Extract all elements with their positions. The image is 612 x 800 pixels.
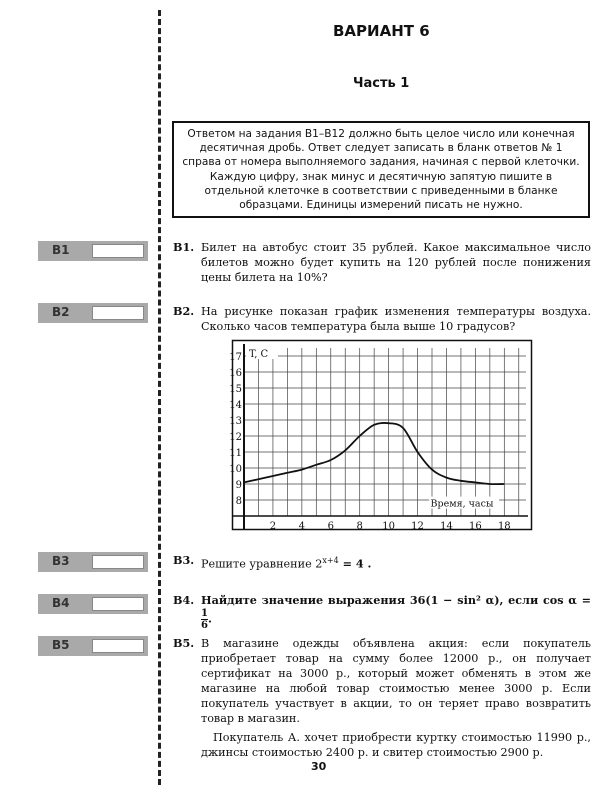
question-b3 (173, 553, 591, 572)
text-before: Найдите значение выражения (201, 593, 410, 607)
variant-title: ВАРИАНТ 6 (333, 22, 430, 40)
part-title: Часть 1 (353, 76, 410, 91)
question-b2 (173, 304, 591, 334)
fraction-numerator: 1 (201, 608, 208, 619)
y-tick-label: 15 (229, 384, 242, 395)
question-b5 (173, 636, 591, 764)
question-number: В5. (173, 636, 195, 650)
question-b1 (173, 240, 591, 285)
badge-label: В3 (52, 554, 70, 568)
cut-line (158, 10, 161, 785)
answer-box[interactable] (92, 306, 144, 320)
x-tick-label: 10 (382, 521, 395, 532)
fraction-denominator: 6 (201, 620, 208, 631)
y-tick-label: 14 (229, 400, 242, 411)
x-tick-label: 8 (356, 521, 363, 532)
badge-label: В1 (52, 243, 70, 257)
page-number: 30 (311, 760, 327, 773)
text-before: Решите уравнение (201, 557, 316, 571)
text-mid: , если cos α = (499, 593, 591, 607)
instructions-box: Ответом на задания В1–В12 должно быть целое число или конечная десятичная дробь. Ответ следует записать в бланк ответов № 1 справа от номера выполняемого задания, начиная с первой клеточки. Каждую цифру, знак минус и десятичную запятую пишите в отдельной клеточке в соответствии с приведенными в бланке образцами. Единицы измерений писать не нужно. (172, 121, 590, 218)
paragraph-1: В магазине одежды объявлена акция: если покупатель приобретает товар на сумму более 12000 р., он получает сертификат на 3000 р., который может обменять в этом же магазине на любой товар стоимостью менее 3000 р. Если покупатель участвует в акции, то он теряет право возвратить товар в магазин. (201, 637, 591, 725)
text-after: . (207, 611, 212, 626)
text-after: = 4 . (338, 556, 372, 571)
x-tick-label: 16 (469, 521, 482, 532)
answer-badge-b3 (38, 552, 148, 572)
answer-box[interactable] (92, 639, 144, 653)
x-tick-label: 4 (298, 521, 306, 532)
x-tick-label: 14 (440, 521, 453, 532)
badge-label: В5 (52, 638, 70, 652)
answer-badge-b2 (38, 303, 148, 323)
question-text (201, 553, 591, 572)
y-tick-label: 17 (229, 352, 242, 363)
question-text: Билет на автобус стоит 35 рублей. Какое максимальное число билетов можно будет купить на 120 рублей после понижения цены билета на 10%? (201, 241, 591, 284)
y-tick-label: 13 (229, 416, 242, 427)
power-base: 2 (315, 557, 323, 571)
x-tick-label: 2 (269, 521, 277, 532)
answer-box[interactable] (92, 597, 144, 611)
x-tick-label: 6 (327, 521, 334, 532)
expression: 36(1 − sin² α) (409, 593, 500, 607)
y-tick-label: 12 (229, 432, 242, 443)
answer-badge-b1 (38, 241, 148, 261)
question-number: В1. (173, 240, 195, 254)
question-number: В3. (173, 553, 195, 567)
fraction (201, 608, 208, 631)
y-tick-label: 16 (229, 368, 242, 379)
badge-label: В2 (52, 305, 70, 319)
answer-box[interactable] (92, 555, 144, 569)
paragraph-2: Покупатель А. хочет приобрести куртку стоимостью 11990 р., джинсы стоимостью 2400 р. и свитер стоимостью 2900 р. (201, 731, 591, 759)
y-axis-label: T, C (249, 349, 269, 360)
question-text: На рисунке показан график изменения температуры воздуха. Сколько часов температура была выше 10 градусов? (201, 305, 591, 333)
y-tick-label: 8 (235, 496, 242, 507)
question-number: В4. (173, 593, 195, 607)
answer-box[interactable] (92, 244, 144, 258)
x-tick-label: 18 (497, 521, 511, 532)
y-tick-label: 11 (229, 448, 242, 459)
question-number: В2. (173, 304, 195, 318)
temperature-chart (229, 340, 532, 532)
answer-badge-b4 (38, 594, 148, 614)
question-b4 (173, 593, 591, 631)
answer-badge-b5 (38, 636, 148, 656)
question-text (201, 593, 591, 631)
power-exponent: x+4 (322, 556, 339, 565)
x-tick-label: 12 (411, 521, 424, 532)
y-tick-label: 10 (229, 464, 242, 475)
question-text (201, 636, 591, 760)
badge-label: В4 (52, 596, 70, 610)
y-tick-label: 9 (235, 480, 242, 491)
x-axis-label: Время, часы (430, 498, 494, 510)
